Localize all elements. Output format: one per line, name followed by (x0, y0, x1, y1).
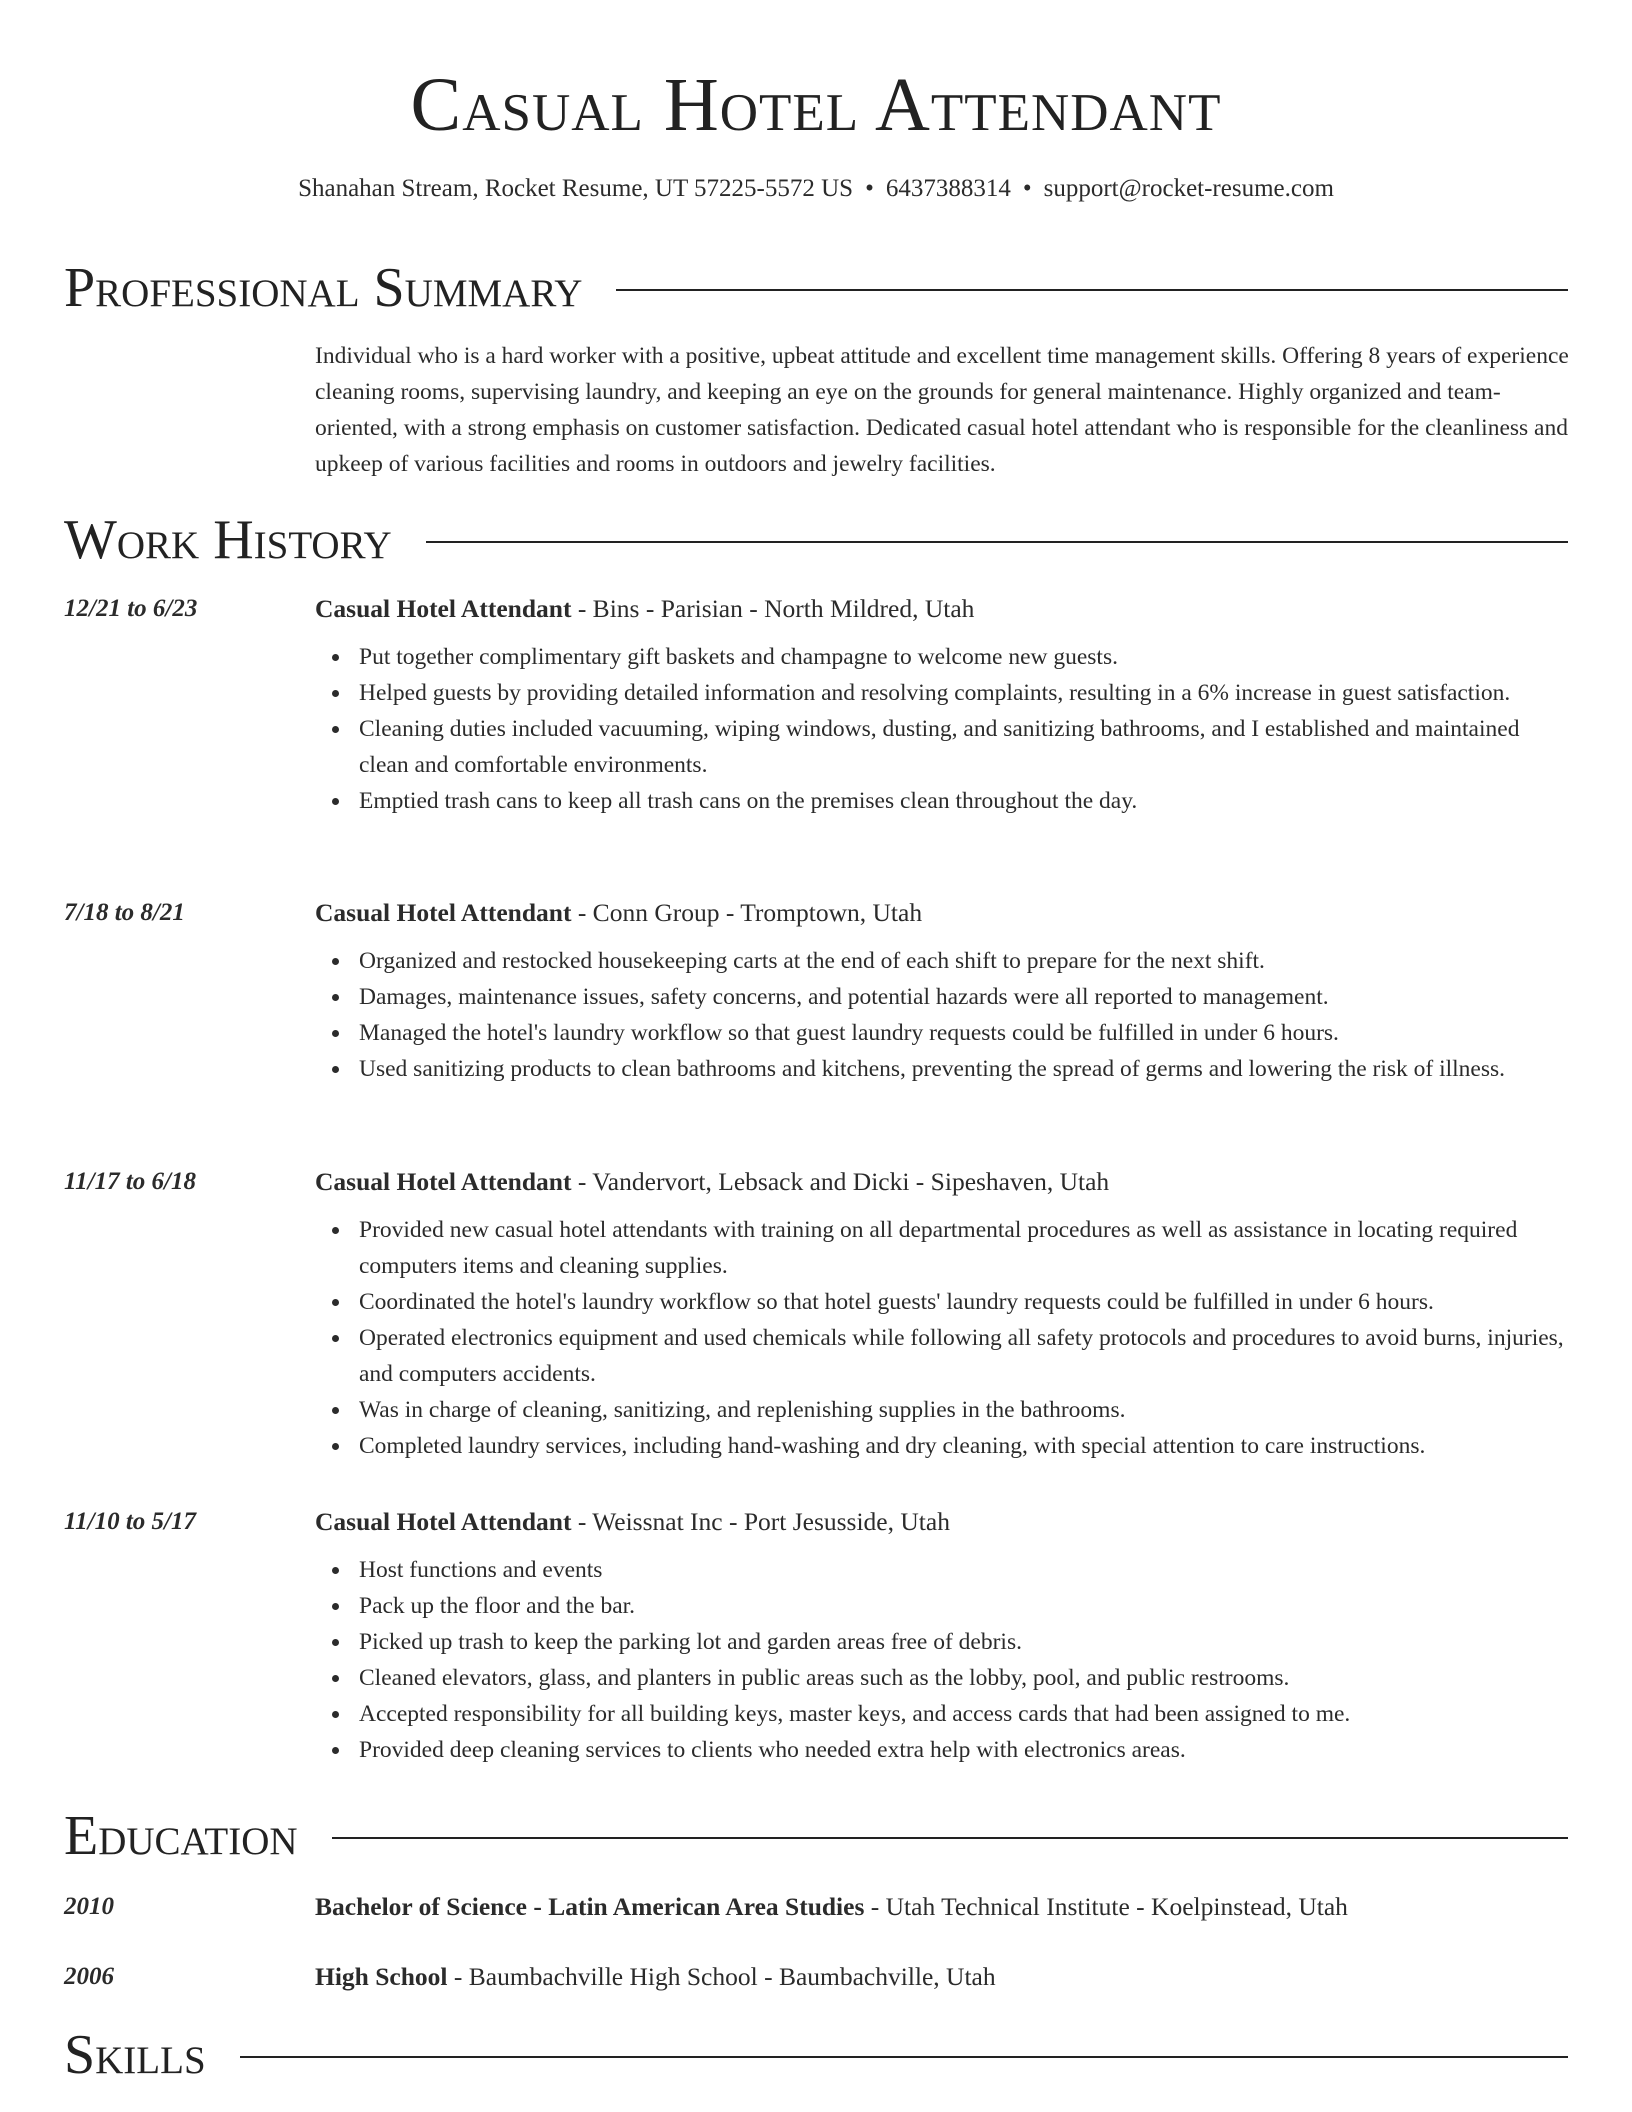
section-divider (616, 289, 1568, 291)
job-bullets (315, 639, 1570, 819)
contact-line (0, 173, 1632, 205)
job-dates: 11/17 to 6/18 (64, 1168, 196, 1195)
section-title-skills: Skills (64, 2024, 206, 2086)
job-dates: 11/10 to 5/17 (64, 1508, 196, 1535)
education-details: - Baumbachville High School - Baumbachville, Utah (447, 1962, 996, 1991)
education-heading (315, 1890, 1348, 1924)
education-degree: Bachelor of Science - Latin American Area Studies (315, 1892, 865, 1921)
job-details: - Weissnat Inc - Port Jesusside, Utah (571, 1507, 950, 1536)
bullet-item: Cleaned elevators, glass, and planters in public areas such as the lobby, pool, and public restrooms. (359, 1660, 1570, 1696)
education-year: 2006 (64, 1963, 114, 1990)
bullet-item: Put together complimentary gift baskets and champagne to welcome new guests. (359, 639, 1570, 675)
education-heading (315, 1960, 996, 1994)
bullet-item: Coordinated the hotel's laundry workflow so that hotel guests' laundry requests could be fulfilled in under 6 hours. (359, 1284, 1570, 1320)
education-year: 2010 (64, 1893, 114, 1920)
bullet-item: Used sanitizing products to clean bathrooms and kitchens, preventing the spread of germs and lowering the risk of illness. (359, 1051, 1570, 1087)
candidate-name: Casual Hotel Attendant (410, 63, 1222, 147)
bullet-item: Picked up trash to keep the parking lot and garden areas free of debris. (359, 1624, 1570, 1660)
contact-separator: • (865, 175, 874, 202)
job-bullets (315, 1552, 1570, 1768)
bullet-item: Managed the hotel's laundry workflow so that guest laundry requests could be fulfilled in under 6 hours. (359, 1015, 1570, 1051)
bullet-item: Emptied trash cans to keep all trash cans on the premises clean throughout the day. (359, 783, 1570, 819)
bullet-item: Damages, maintenance issues, safety concerns, and potential hazards were all reported to management. (359, 979, 1570, 1015)
section-header-work-history (64, 509, 1568, 571)
section-title-work-history: Work History (64, 509, 392, 571)
bullet-item: Operated electronics equipment and used chemicals while following all safety protocols and procedures to avoid burns, injuries, and computers accidents. (359, 1320, 1570, 1392)
section-header-skills (64, 2024, 1568, 2086)
contact-email[interactable]: support@rocket-resume.com (1043, 175, 1334, 202)
bullet-item: Provided deep cleaning services to clients who needed extra help with electronics areas. (359, 1732, 1570, 1768)
section-title-education: Education (64, 1805, 298, 1867)
bullet-item: Accepted responsibility for all building keys, master keys, and access cards that had been assigned to me. (359, 1696, 1570, 1732)
education-degree: High School (315, 1962, 448, 1991)
job-details: - Vandervort, Lebsack and Dicki - Sipeshaven, Utah (571, 1167, 1110, 1196)
contact-separator: • (1022, 175, 1032, 202)
job-heading (315, 896, 922, 930)
job-title: Casual Hotel Attendant (315, 898, 572, 927)
bullet-item: Cleaning duties included vacuuming, wiping windows, dusting, and sanitizing bathrooms, and I established and maintained clean and comfortable environments. (359, 711, 1570, 783)
section-header-education (64, 1805, 1568, 1867)
bullet-item: Helped guests by providing detailed information and resolving complaints, resulting in a 6% increase in guest satisfaction. (359, 675, 1570, 711)
job-bullets (315, 943, 1570, 1087)
bullet-item: Pack up the floor and the bar. (359, 1588, 1570, 1624)
bullet-item: Host functions and events (359, 1552, 1570, 1588)
contact-phone: 6437388314 (885, 175, 1011, 202)
job-dates: 12/21 to 6/23 (64, 595, 198, 622)
section-title-summary: Professional Summary (64, 257, 583, 319)
section-divider (332, 1837, 1568, 1839)
bullet-item: Was in charge of cleaning, sanitizing, and replenishing supplies in the bathrooms. (359, 1392, 1570, 1428)
section-divider (426, 541, 1568, 543)
job-title: Casual Hotel Attendant (315, 1507, 572, 1536)
job-details: - Conn Group - Tromptown, Utah (571, 898, 923, 927)
job-heading (315, 1505, 950, 1539)
job-heading (315, 1165, 1109, 1199)
education-details: - Utah Technical Institute - Koelpinstead, Utah (864, 1892, 1348, 1921)
job-title: Casual Hotel Attendant (315, 594, 572, 623)
job-dates: 7/18 to 8/21 (64, 899, 185, 926)
section-divider (240, 2056, 1568, 2058)
bullet-item: Organized and restocked housekeeping carts at the end of each shift to prepare for the next shift. (359, 943, 1570, 979)
job-title: Casual Hotel Attendant (315, 1167, 572, 1196)
job-details: - Bins - Parisian - North Mildred, Utah (571, 594, 975, 623)
bullet-item: Provided new casual hotel attendants with training on all departmental procedures as well as assistance in locating required computers items and cleaning supplies. (359, 1212, 1570, 1284)
summary-text: Individual who is a hard worker with a positive, upbeat attitude and excellent time management skills. Offering 8 years of experience cleaning rooms, supervising laundry, and keeping an eye on the grounds for general maintenance. Highly organized and team-oriented, with a strong emphasis on customer satisfaction. Dedicated casual hotel attendant who is responsible for the cleanliness and upkeep of various facilities and rooms in outdoors and jewelry facilities. (315, 343, 1569, 477)
contact-address: Shanahan Stream, Rocket Resume, UT 57225-5572 US (298, 175, 854, 202)
job-heading (315, 592, 974, 626)
job-bullets (315, 1212, 1570, 1464)
bullet-item: Completed laundry services, including hand-washing and dry cleaning, with special attention to care instructions. (359, 1428, 1570, 1464)
section-header-summary (64, 257, 1568, 319)
